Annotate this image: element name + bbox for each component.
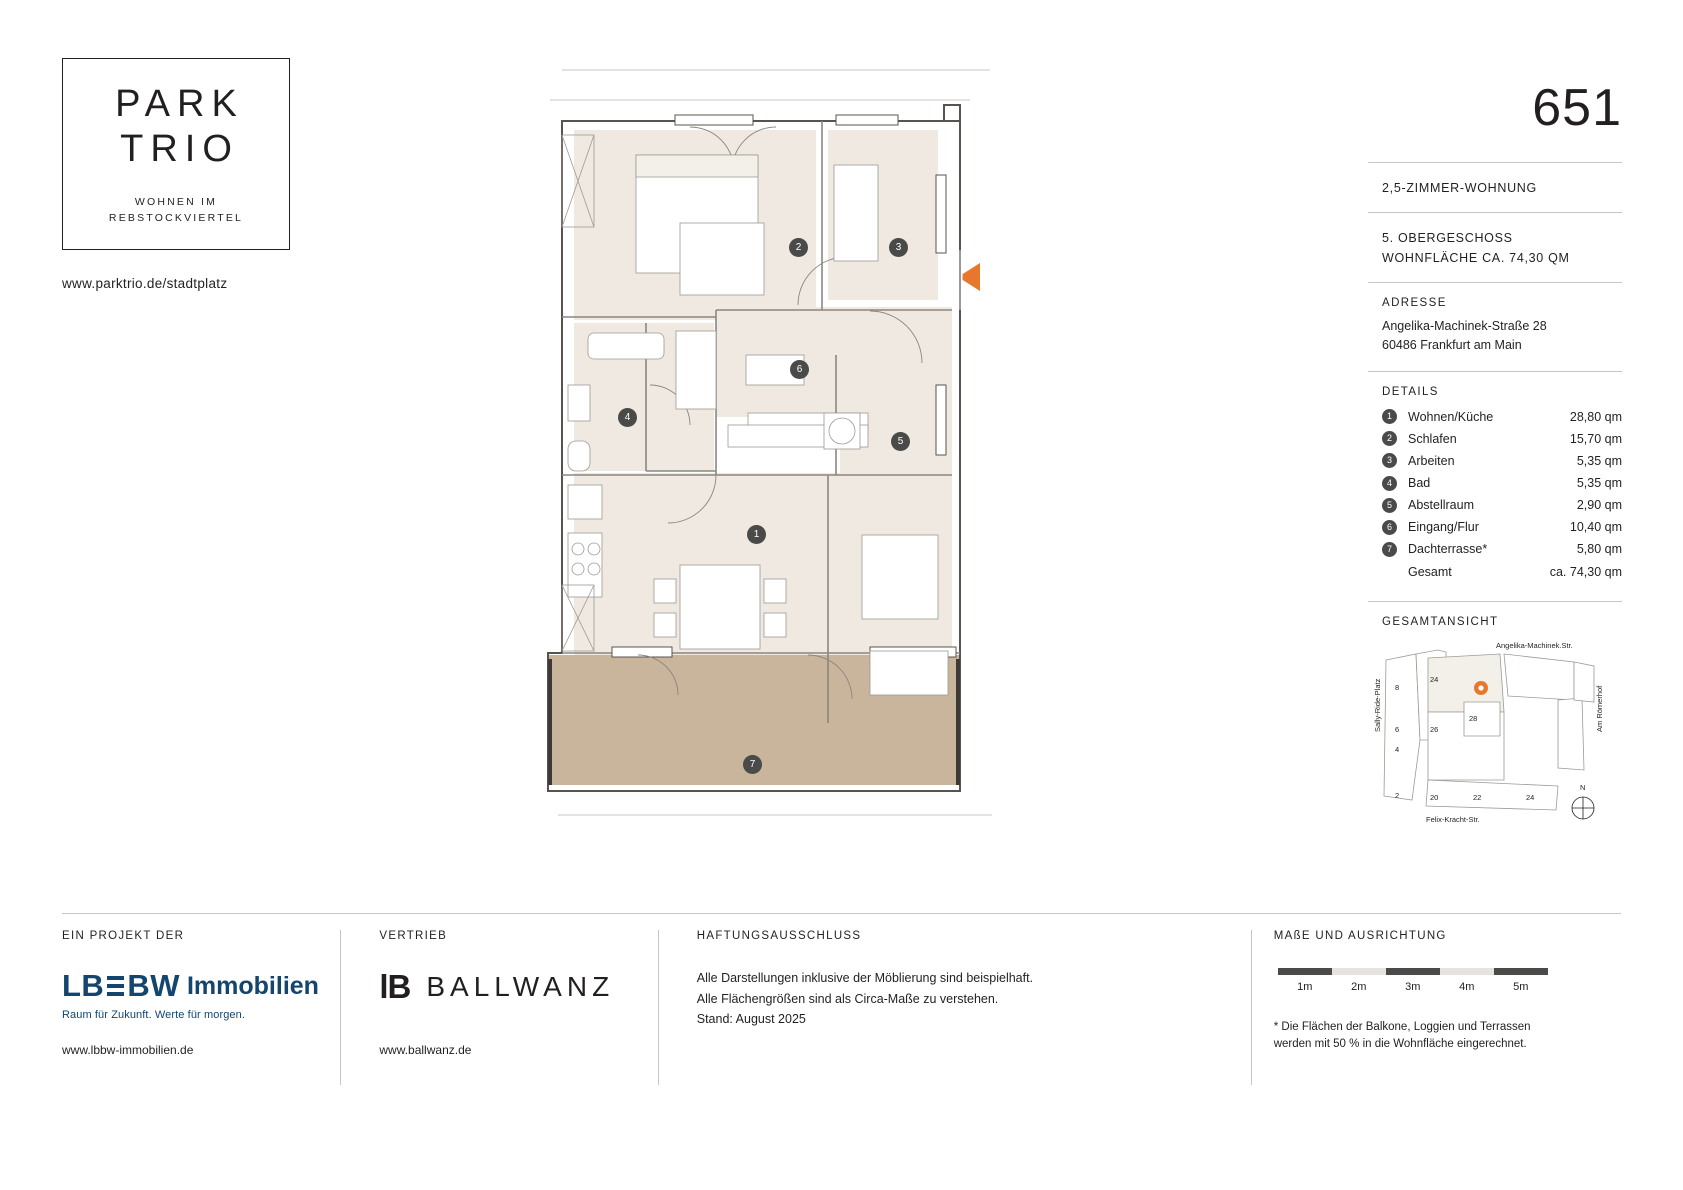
disclaimer-line-3: Stand: August 2025	[696, 1012, 806, 1027]
address-label: ADRESSE	[1382, 297, 1447, 310]
detail-name-total: Gesamt	[1408, 564, 1452, 579]
svg-text:6: 6	[1395, 724, 1400, 734]
detail-row	[1382, 518, 1622, 536]
footer-balcony-note	[1274, 1019, 1601, 1054]
detail-name: Bad	[1408, 476, 1431, 490]
unit-number: 651	[1532, 79, 1622, 137]
detail-name: Wohnen/Küche	[1408, 409, 1494, 424]
lbbw-url[interactable]: www.lbbw-immobilien.de	[62, 1043, 194, 1057]
siteplan-street-bottom: Felix-Kracht-Str.	[1426, 814, 1480, 824]
ballwanz-logo-text: BALLWANZ	[426, 971, 615, 1002]
footer-project-col	[62, 930, 340, 1085]
brand-line-trio: TRIO	[120, 127, 239, 170]
detail-badge: 2	[1382, 431, 1397, 446]
siteplan	[1368, 640, 1622, 850]
detail-name: Abstellraum	[1408, 498, 1474, 513]
footer-disclaimer-text	[697, 968, 1231, 1030]
footer-divider	[62, 913, 1621, 914]
brand-subtitle-line2: REBSTOCKVIERTEL	[108, 211, 244, 224]
scale-label: 5m	[1513, 981, 1529, 993]
detail-area: 5,35 qm	[1576, 476, 1622, 490]
brand-subtitle	[109, 194, 243, 227]
svg-text:4: 4	[1395, 744, 1400, 754]
svg-text:24: 24	[1430, 674, 1439, 684]
info-panel	[1368, 60, 1622, 850]
overview-label: GESAMTANSICHT	[1382, 615, 1499, 628]
floorplan-svg	[540, 55, 1010, 845]
svg-text:26: 26	[1430, 724, 1439, 734]
detail-name: Schlafen	[1408, 431, 1457, 446]
detail-area: 10,40 qm	[1569, 520, 1622, 535]
svg-text:N: N	[1580, 782, 1586, 792]
detail-badge: 6	[1382, 520, 1397, 535]
detail-name: Dachterrasse*	[1408, 542, 1488, 557]
disclaimer-line-1: Alle Darstellungen inklusive der Möblierung sind beispielhaft.	[696, 971, 1034, 985]
address-block	[1368, 283, 1622, 371]
footer-sales-col	[340, 930, 657, 1085]
unit-type-block	[1368, 163, 1622, 212]
address-line-1: Angelika-Machinek-Straße 28	[1382, 319, 1547, 334]
scale-label: 1m	[1297, 981, 1313, 993]
room-badge-2: 2	[789, 238, 808, 257]
detail-area: 5,35 qm	[1576, 453, 1622, 468]
detail-row	[1382, 496, 1622, 514]
scale-segment	[1332, 968, 1386, 975]
details-list	[1368, 406, 1622, 601]
floorplan-drawing	[540, 55, 1010, 845]
footer-scale-col	[1251, 930, 1621, 1085]
svg-text:24: 24	[1526, 792, 1535, 802]
room-badge-5: 5	[891, 432, 910, 451]
detail-area: 5,80 qm	[1576, 542, 1622, 557]
detail-row	[1382, 408, 1622, 426]
svg-text:28: 28	[1469, 713, 1478, 723]
scale-labels	[1278, 981, 1601, 993]
compass-icon	[1572, 783, 1594, 819]
balcony-note-line-1: * Die Flächen der Balkone, Loggien und Terrassen	[1273, 1021, 1531, 1033]
footer-sales-label: VERTRIEB	[379, 930, 448, 942]
scale-segment	[1440, 968, 1494, 975]
brand-logo-box	[62, 58, 290, 250]
lbbw-logo-lb: LB	[62, 968, 105, 1003]
room-badge-3: 3	[889, 238, 908, 257]
scale-segment	[1386, 968, 1440, 975]
room-badge-6: 6	[790, 360, 809, 379]
svg-text:20: 20	[1430, 792, 1439, 802]
footer	[62, 930, 1621, 1085]
detail-badge: 1	[1382, 409, 1397, 424]
siteplan-svg	[1368, 640, 1618, 840]
address-line-2: 60486 Frankfurt am Main	[1382, 337, 1522, 352]
lbbw-logo-immobilien: Immobilien	[186, 971, 319, 1000]
detail-badge: 5	[1382, 498, 1397, 513]
scale-label: 4m	[1459, 981, 1475, 993]
svg-text:8: 8	[1395, 682, 1400, 692]
footer-disclaimer-col	[658, 930, 1251, 1085]
brand-url[interactable]: www.parktrio.de/stadtplatz	[62, 276, 228, 291]
unit-living-area: WOHNFLÄCHE CA. 74,30 QM	[1382, 250, 1570, 265]
detail-row	[1382, 540, 1622, 558]
lbbw-logo-bars-icon	[107, 976, 124, 996]
unit-floor: 5. OBERGESCHOSS	[1382, 231, 1513, 246]
disclaimer-line-2: Alle Flächengrößen sind als Circa-Maße zu verstehen.	[696, 991, 999, 1006]
svg-text:2: 2	[1395, 790, 1400, 800]
ballwanz-logo-mark-icon: lB	[379, 968, 411, 1005]
siteplan-street-top: Angelika-Machinek.Str.	[1496, 640, 1573, 650]
room-badge-1: 1	[747, 525, 766, 544]
footer-disclaimer-label: HAFTUNGSAUSSCHLUSS	[696, 930, 862, 942]
overview-block	[1368, 602, 1622, 850]
siteplan-street-left: Sally-Ride-Platz	[1373, 678, 1382, 732]
ballwanz-logo	[379, 968, 637, 1006]
detail-badge: 7	[1382, 542, 1397, 557]
footer-scale-label: MAßE UND AUSRICHTUNG	[1273, 930, 1447, 942]
brand-line-park: PARK	[115, 82, 244, 125]
ballwanz-url[interactable]: www.ballwanz.de	[379, 1043, 472, 1057]
footer-project-label: EIN PROJEKT DER	[62, 930, 185, 942]
detail-row	[1382, 474, 1622, 492]
detail-area: 28,80 qm	[1569, 409, 1622, 424]
unit-floor-block	[1368, 213, 1622, 282]
scale-segment	[1278, 968, 1332, 975]
scale-label: 2m	[1351, 981, 1367, 993]
unit-type: 2,5-ZIMMER-WOHNUNG	[1382, 181, 1537, 195]
room-badge-7: 7	[743, 755, 762, 774]
scale-label: 3m	[1405, 981, 1421, 993]
detail-area-total: ca. 74,30 qm	[1549, 564, 1622, 579]
detail-badge: 4	[1382, 476, 1397, 491]
detail-badge-empty	[1382, 564, 1397, 579]
detail-area: 2,90 qm	[1576, 498, 1622, 513]
lbbw-claim: Raum für Zukunft. Werte für morgen.	[62, 1009, 246, 1021]
detail-name: Eingang/Flur	[1408, 520, 1479, 535]
brand-block	[62, 58, 302, 291]
detail-row	[1382, 452, 1622, 470]
svg-text:22: 22	[1473, 792, 1482, 802]
room-badge-4: 4	[618, 408, 637, 427]
balcony-note-line-2: werden mit 50 % in die Wohnfläche eingerechnet.	[1273, 1038, 1527, 1051]
details-label: DETAILS	[1382, 385, 1439, 398]
lbbw-logo-bw: BW	[127, 968, 180, 1003]
siteplan-street-right: Am Römerhof	[1595, 685, 1604, 732]
lbbw-logo	[62, 968, 320, 1004]
detail-name: Arbeiten	[1408, 453, 1455, 468]
scale-segment	[1494, 968, 1548, 975]
detail-area: 15,70 qm	[1569, 431, 1622, 446]
scale-bar	[1278, 968, 1601, 975]
brand-subtitle-line1: WOHNEN IM	[134, 195, 218, 208]
detail-badge: 3	[1382, 453, 1397, 468]
detail-row	[1382, 430, 1622, 448]
details-block	[1368, 372, 1622, 601]
detail-row-total	[1382, 563, 1622, 581]
